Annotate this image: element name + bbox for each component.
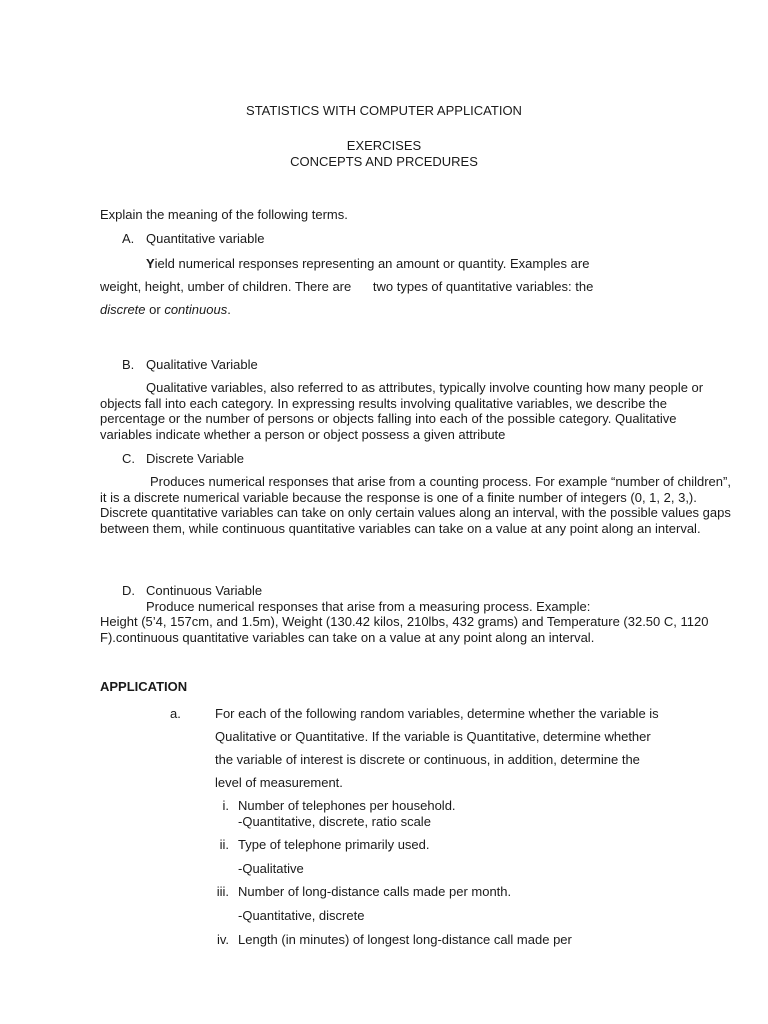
period-text: . <box>227 302 231 317</box>
term-a-line3 <box>100 302 231 317</box>
document-subtitle: CONCEPTS AND PRCEDURES <box>290 154 478 169</box>
application-heading: APPLICATION <box>100 679 188 694</box>
discrete-term: discrete <box>100 302 146 317</box>
term-a-marker: A. <box>122 231 135 246</box>
application-item-a-text: For each of the following random variables, determine whether the variable is Qualitative or Quantitative. If the variable is Quantitative, determine whether the variable of interest is discrete or continuous, in addition, determine the level of measurement. <box>215 706 659 790</box>
term-b-marker: B. <box>122 357 135 372</box>
exercises-heading: EXERCISES <box>346 138 422 153</box>
item-iii-numeral: iii. <box>216 884 229 899</box>
item-iv-numeral: iv. <box>216 932 229 947</box>
item-iv-question: Length (in minutes) of longest long-distance call made per <box>238 932 572 947</box>
term-b-title: Qualitative Variable <box>146 357 258 372</box>
term-a-title: Quantitative variable <box>146 231 265 246</box>
term-d-title: Continuous Variable <box>146 583 263 598</box>
item-iii-answer: -Quantitative, discrete <box>238 908 365 923</box>
application-item-a-marker: a. <box>170 706 181 721</box>
continuous-term: continuous <box>164 302 228 317</box>
term-c-body: Produces numerical responses that arise from a counting process. For example “number of children”, it is a discrete numerical variable because the response is one of a finite number of integers (0, 1, 2, 3,). Discrete quantitative variables can take on only certain values along an interval, with the possible values gaps between them, while continuous quantitative variables can take on a value at any point along an interval. <box>100 474 731 536</box>
intro-text: Explain the meaning of the following terms. <box>100 207 348 222</box>
term-b-body: Qualitative variables, also referred to as attributes, typically involve counting how many people or objects fall into each category. In expressing results involving qualitative variables, we describe the percentage or the number of persons or objects falling into each of the possible category. Qualitative variables indicate whether a person or object possess a given attribute <box>100 380 704 442</box>
or-text: or <box>145 302 165 317</box>
term-c-marker: C. <box>122 451 135 466</box>
term-c-title: Discrete Variable <box>146 451 245 466</box>
term-d-body2: Height (5’4, 157cm, and 1.5m), Weight (130.42 kilos, 210lbs, 432 grams) and Temperature (32.50 C, 1120 F).continuous quantitative variables can take on a value at any point along an interval. <box>100 614 709 645</box>
item-ii-question: Type of telephone primarily used. <box>238 837 430 852</box>
term-a-line1 <box>146 256 589 271</box>
item-i-numeral: i. <box>222 798 229 813</box>
item-ii-answer: -Qualitative <box>238 861 304 876</box>
item-i-answer: -Quantitative, discrete, ratio scale <box>238 814 431 829</box>
item-i-question: Number of telephones per household. <box>238 798 456 813</box>
item-iii-question: Number of long-distance calls made per month. <box>238 884 512 899</box>
term-d-marker: D. <box>122 583 135 598</box>
term-d-body1: Produce numerical responses that arise from a measuring process. Example: <box>146 599 591 614</box>
document-title: STATISTICS WITH COMPUTER APPLICATION <box>246 103 522 118</box>
term-a-line1-rest: ield numerical responses representing an amount or quantity. Examples are <box>154 256 590 271</box>
term-a-line2: weight, height, umber of children. There are two types of quantitative variables: the <box>100 279 594 294</box>
term-a-lead-letter: Y <box>146 256 155 271</box>
item-ii-numeral: ii. <box>219 837 229 852</box>
